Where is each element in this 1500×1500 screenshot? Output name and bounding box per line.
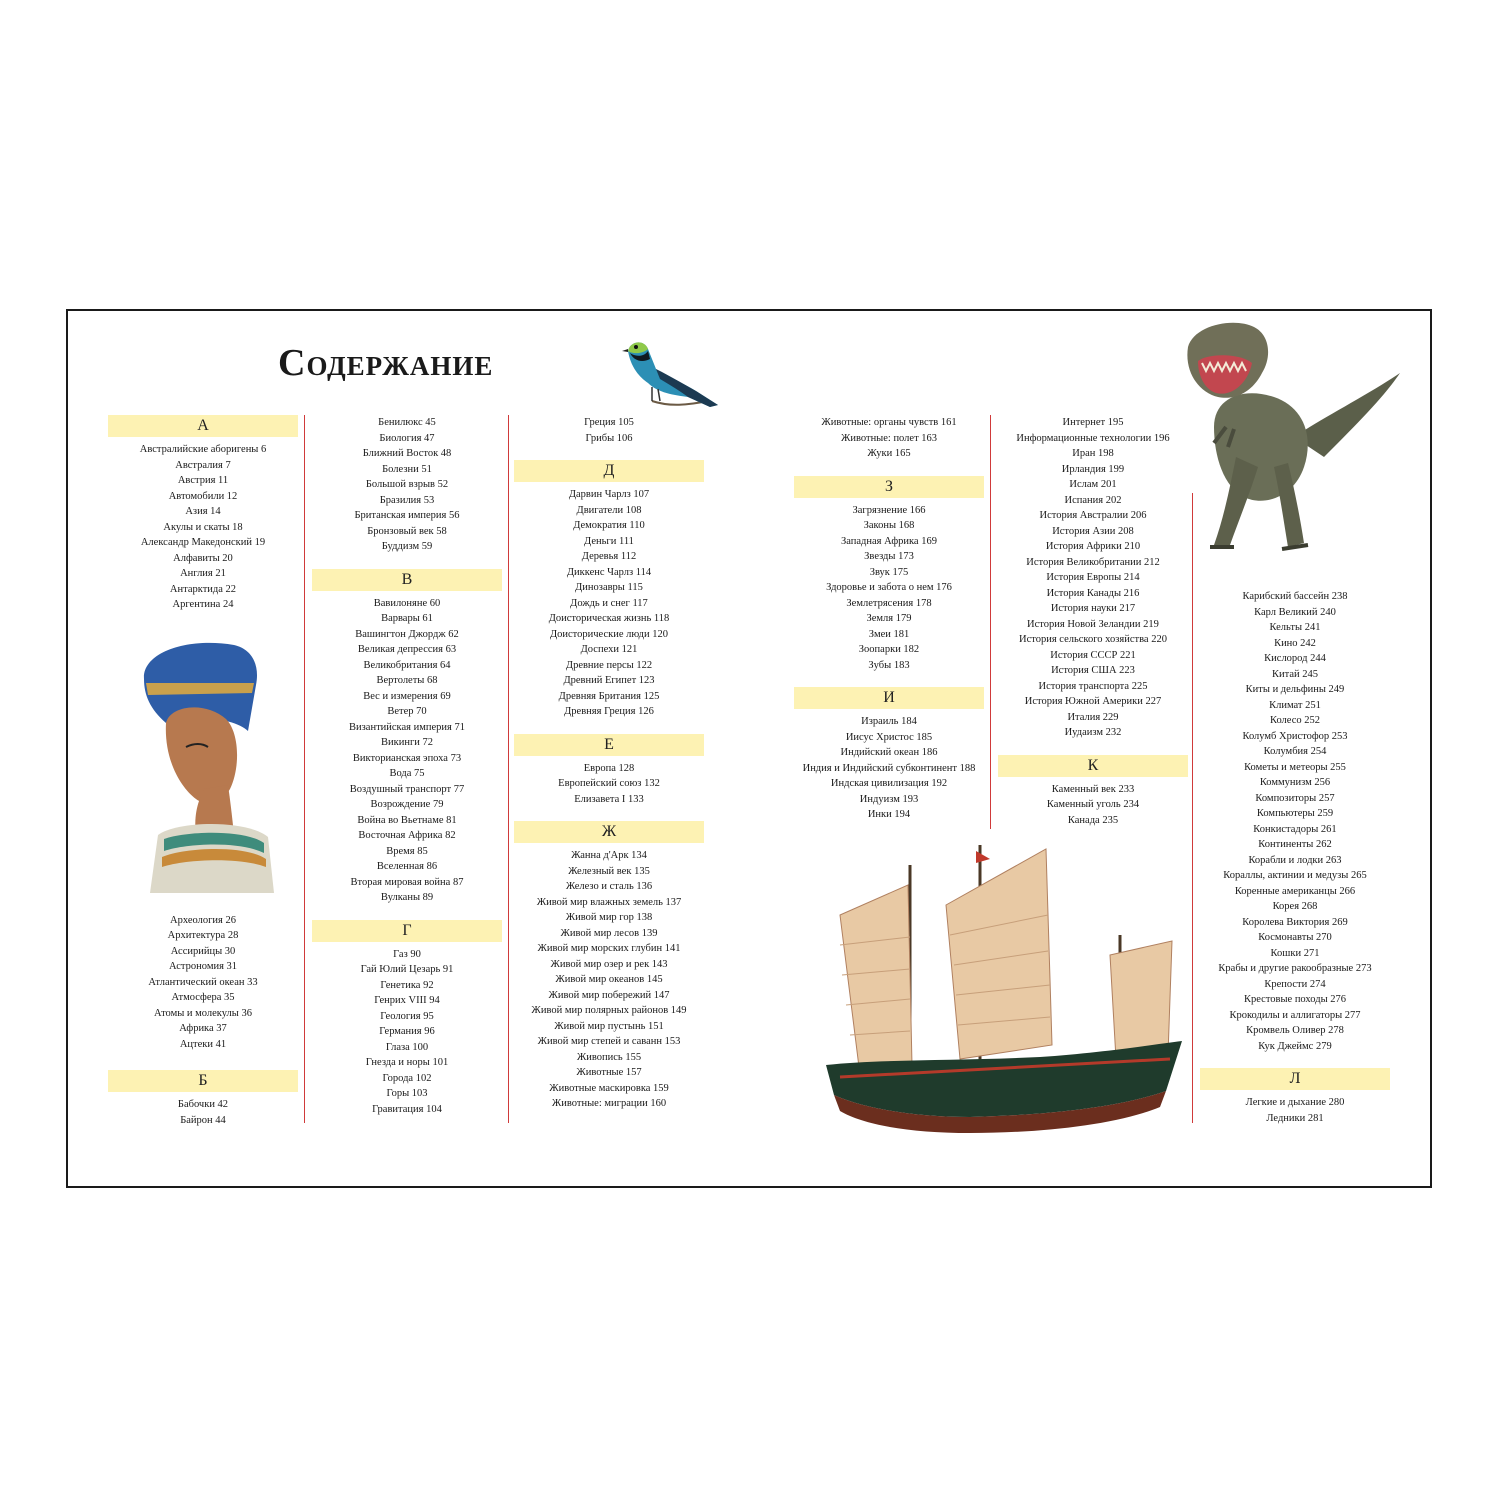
index-entry: Корабли и лодки 263 (1248, 854, 1342, 866)
index-entry: Жуки 165 (867, 448, 911, 459)
index-entry: Живой мир лесов 139 (560, 927, 658, 939)
index-entry: Алфавиты 20 (173, 552, 233, 564)
index-entry: Британская империя 56 (354, 510, 460, 521)
index-entry: Города 102 (382, 1072, 432, 1084)
index-entry: Колумбия 254 (1263, 746, 1327, 757)
index-entry: Гнезда и норы 101 (365, 1057, 449, 1068)
index-entry: Кук Джеймс 279 (1258, 1040, 1332, 1052)
index-entry: Африка 37 (179, 1023, 227, 1034)
index-entry: Атомы и молекулы 36 (154, 1007, 252, 1019)
index-entry: Карл Великий 240 (1254, 606, 1336, 618)
index-entry: Астрономия 31 (168, 961, 238, 972)
index-section (108, 415, 298, 613)
index-entry: История Африки 210 (1045, 541, 1141, 552)
index-entry: Гравитация 104 (372, 1103, 442, 1115)
index-entry: Живой мир океанов 145 (555, 974, 663, 985)
index-entry: Космонавты 270 (1258, 932, 1332, 943)
letter-header: З (794, 476, 984, 498)
index-entry: Древняя Британия 125 (558, 690, 660, 702)
index-entry: Живой мир пустынь 151 (554, 1020, 664, 1032)
index-entry: Жанна д'Арк 134 (571, 850, 647, 861)
index-entry: Вселенная 86 (376, 861, 438, 872)
index-entry: Австралия 7 (175, 459, 231, 471)
index-entry: Вулканы 89 (380, 892, 434, 903)
index-entry: Композиторы 257 (1255, 792, 1335, 804)
index-entry: Легкие и дыхание 280 (1245, 1097, 1345, 1108)
index-section (998, 755, 1188, 829)
index-entry: Генетика 92 (380, 979, 434, 991)
index-entry: Земля 179 (866, 613, 912, 624)
index-entry: Италия 229 (1067, 711, 1119, 723)
index-entry: Война во Вьетнаме 81 (357, 814, 457, 826)
index-entry: Ислам 201 (1069, 479, 1117, 490)
index-entry: Климат 251 (1269, 699, 1321, 711)
index-section (1200, 1068, 1390, 1126)
index-entry: Индия и Индийский субконтинент 188 (802, 762, 976, 774)
index-entry: Дождь и снег 117 (570, 597, 648, 609)
index-entry: Большой взрыв 52 (365, 479, 449, 490)
index-entry: Генрих VIII 94 (374, 995, 440, 1006)
index-entry: Кино 242 (1274, 637, 1316, 649)
index-entry: Звезды 173 (864, 551, 914, 562)
index-entry: Индская цивилизация 192 (830, 778, 948, 789)
index-entry: Автомобили 12 (168, 490, 238, 502)
index-entry: Живой мир гор 138 (565, 912, 653, 923)
index-section (794, 415, 984, 462)
index-entry: История науки 217 (1050, 603, 1136, 614)
letter-header: Г (312, 920, 502, 942)
index-section (312, 920, 502, 1118)
index-entry: Индийский океан 186 (840, 747, 938, 758)
index-entry: Австрия 11 (177, 475, 229, 486)
index-entry: Законы 168 (863, 520, 915, 531)
column-divider (508, 415, 509, 1123)
letter-header: В (312, 569, 502, 591)
index-section (514, 460, 704, 720)
index-entry: Германия 96 (379, 1026, 435, 1037)
index-entry: Байрон 44 (180, 1114, 226, 1126)
index-entry: Здоровье и забота о нем 176 (826, 582, 952, 593)
index-entry: Бабочки 42 (177, 1099, 229, 1110)
index-entry: Канада 235 (1067, 814, 1119, 826)
letter-header: Д (514, 460, 704, 482)
index-entry: Колумб Христофор 253 (1242, 730, 1348, 742)
index-entry: История Австралии 206 (1039, 510, 1147, 521)
index-entry: Викинги 72 (380, 737, 433, 748)
index-column (514, 415, 704, 1112)
index-entry: Ацтеки 41 (179, 1038, 227, 1050)
index-entry: Акулы и скаты 18 (163, 521, 243, 533)
index-entry: Вертолеты 68 (376, 675, 438, 686)
index-entry: Корея 268 (1272, 901, 1318, 912)
index-entry: Доисторические люди 120 (549, 628, 669, 640)
index-entry: Живой мир побережий 147 (548, 989, 670, 1001)
index-entry: Воздушный транспорт 77 (349, 783, 465, 795)
index-column (794, 415, 984, 823)
t-rex-dinosaur-illustration (1174, 317, 1404, 557)
index-entry: Интернет 195 (1062, 417, 1124, 428)
index-entry: Австралийские аборигены 6 (139, 444, 267, 455)
index-entry: Загрязнение 166 (852, 504, 926, 516)
index-entry: Деревья 112 (581, 551, 637, 562)
index-entry: Западная Африка 169 (841, 535, 937, 547)
column-divider (1192, 493, 1193, 1123)
index-entry: Архитектура 28 (167, 930, 239, 941)
index-entry: Европа 128 (583, 762, 635, 774)
index-entry: Животные 157 (576, 1067, 642, 1078)
index-entry: Атмосфера 35 (171, 992, 235, 1003)
index-entry: Живой мир озер и рек 143 (550, 958, 668, 970)
index-entry: Израиль 184 (861, 716, 917, 727)
index-entry: Иисус Христос 185 (845, 731, 933, 743)
index-entry: Киты и дельфины 249 (1245, 684, 1345, 695)
index-entry: Иран 198 (1072, 448, 1114, 459)
index-entry: Древние персы 122 (565, 659, 653, 671)
index-entry: Индуизм 193 (859, 793, 919, 805)
index-entry: Каменный век 233 (1051, 783, 1135, 795)
letter-header: Л (1200, 1068, 1390, 1090)
index-entry: Биология 47 (379, 432, 435, 444)
index-entry: Животные: органы чувств 161 (821, 417, 957, 428)
index-entry: Континенты 262 (1258, 839, 1332, 850)
index-entry: Древний Египет 123 (563, 675, 655, 686)
index-entry: Болезни 51 (382, 463, 432, 475)
index-entry: Коммунизм 256 (1259, 777, 1331, 788)
index-entry: Азия 14 (185, 506, 221, 517)
index-entry: Антарктида 22 (169, 583, 237, 595)
index-entry: Аргентина 24 (172, 599, 234, 610)
index-entry: Великая депрессия 63 (357, 644, 457, 655)
index-entry: Животные: миграции 160 (551, 1098, 667, 1109)
column-divider (990, 415, 991, 829)
index-entry: Живой мир морских глубин 141 (537, 943, 681, 954)
index-entry: Китай 245 (1272, 668, 1318, 680)
index-entry: Крепости 274 (1264, 978, 1326, 990)
index-entry: Греция 105 (584, 417, 634, 428)
index-entry: Бразилия 53 (379, 494, 435, 506)
index-section (794, 476, 984, 674)
letter-header: Ж (514, 821, 704, 843)
index-entry: Ледники 281 (1266, 1112, 1324, 1124)
index-entry: Испания 202 (1064, 494, 1122, 506)
index-entry: Ближний Восток 48 (362, 448, 452, 459)
index-entry: Животные маскировка 159 (549, 1082, 669, 1094)
letter-header: Е (514, 734, 704, 756)
index-entry: Живопись 155 (576, 1051, 642, 1063)
index-entry: Возрождение 79 (370, 799, 444, 810)
index-entry: История Европы 214 (1046, 572, 1140, 583)
index-entry: Древняя Греция 126 (564, 706, 654, 717)
index-entry: Буддизм 59 (381, 541, 433, 552)
index-entry: Кельты 241 (1269, 622, 1321, 633)
index-entry: История транспорта 225 (1038, 680, 1148, 692)
index-entry: Гай Юлий Цезарь 91 (360, 964, 454, 975)
index-entry: Кометы и метеоры 255 (1244, 761, 1346, 773)
index-entry: Александр Македонский 19 (140, 537, 266, 548)
index-entry: Горы 103 (386, 1088, 428, 1099)
index-entry: Газ 90 (393, 948, 421, 960)
index-entry: Инки 194 (867, 809, 911, 820)
index-entry: Колесо 252 (1269, 715, 1321, 726)
index-entry: История Великобритании 212 (1026, 556, 1160, 568)
index-entry: Двигатели 108 (576, 504, 642, 516)
contents-spread (66, 309, 1432, 1188)
index-section (312, 415, 502, 555)
index-entry: Вторая мировая война 87 (350, 876, 464, 888)
index-entry: Бенилюкс 45 (378, 417, 436, 428)
index-entry: Крестовые походы 276 (1243, 994, 1346, 1005)
index-entry: Грибы 106 (585, 432, 633, 444)
index-entry: История США 223 (1051, 665, 1135, 676)
index-entry: Доисторическая жизнь 118 (548, 613, 670, 624)
chinese-junk-ship-illustration (820, 845, 1188, 1135)
index-section (312, 569, 502, 906)
index-entry: Елизавета I 133 (574, 793, 644, 805)
index-entry: Железо и сталь 136 (565, 881, 653, 892)
index-entry: Королева Виктория 269 (1242, 916, 1348, 928)
index-entry: История Канады 216 (1046, 587, 1140, 599)
index-entry: Землетрясения 178 (846, 597, 932, 609)
index-section (514, 821, 704, 1112)
tanager-bird-illustration (622, 335, 722, 411)
index-entry: Археология 26 (170, 914, 236, 926)
column-divider (304, 415, 305, 1123)
index-entry: Коренные американцы 266 (1234, 885, 1356, 897)
index-entry: Европейский союз 132 (558, 778, 660, 789)
index-entry: Живой мир полярных районов 149 (531, 1005, 687, 1016)
index-entry: Компьютеры 259 (1256, 808, 1334, 819)
index-entry: Кислород 244 (1264, 653, 1326, 664)
index-entry: Диккенс Чарлз 114 (566, 566, 652, 578)
letter-header: Б (108, 1070, 298, 1092)
index-entry: История сельского хозяйства 220 (1019, 634, 1167, 645)
index-entry: Информационные технологии 196 (1016, 432, 1170, 444)
index-entry: Вавилоняне 60 (373, 597, 441, 609)
index-entry: Карибский бассейн 238 (1242, 591, 1348, 602)
index-entry: Животные: полет 163 (840, 432, 938, 444)
index-entry: Византийская империя 71 (349, 721, 465, 733)
index-entry: Ветер 70 (387, 706, 427, 717)
index-entry: Зоопарки 182 (858, 644, 920, 655)
index-entry: Викторианская эпоха 73 (352, 752, 462, 764)
index-entry: Вес и измерения 69 (363, 690, 451, 702)
index-entry: Великобритания 64 (363, 659, 451, 671)
index-entry: Каменный уголь 234 (1046, 799, 1140, 810)
index-section (1200, 589, 1390, 1054)
index-entry: Крокодилы и аллигаторы 277 (1229, 1009, 1361, 1021)
index-entry: Восточная Африка 82 (358, 830, 456, 841)
index-entry: Ассирийцы 30 (170, 945, 236, 957)
index-section (514, 415, 704, 446)
index-entry: Демократия 110 (573, 520, 645, 531)
index-entry: История Южной Америки 227 (1024, 696, 1162, 707)
index-entry: Зубы 183 (868, 659, 910, 671)
index-column (998, 415, 1188, 828)
index-entry: Кромвель Оливер 278 (1246, 1025, 1344, 1036)
letter-header: К (998, 755, 1188, 777)
page-title: Содержание (278, 342, 494, 384)
index-section (514, 734, 704, 808)
index-entry: История Новой Зеландии 219 (1027, 618, 1159, 630)
index-column (312, 415, 502, 1117)
index-section (794, 687, 984, 823)
index-entry: Звук 175 (869, 566, 909, 578)
index-entry: Крабы и другие ракообразные 273 (1218, 963, 1372, 974)
index-section (108, 913, 298, 1053)
index-entry: Кораллы, актинии и медузы 265 (1223, 870, 1367, 881)
index-entry: Живой мир влажных земель 137 (536, 896, 682, 908)
index-entry: Атлантический океан 33 (148, 976, 258, 988)
letter-header: А (108, 415, 298, 437)
index-entry: Геология 95 (380, 1010, 434, 1022)
index-entry: Конкистадоры 261 (1253, 823, 1337, 835)
index-entry: Живой мир степей и саванн 153 (537, 1036, 681, 1047)
index-entry: Дарвин Чарлз 107 (568, 489, 650, 500)
index-column (1200, 589, 1390, 1126)
index-entry: Время 85 (386, 845, 428, 857)
index-entry: Иудаизм 232 (1064, 727, 1122, 738)
index-entry: Бронзовый век 58 (367, 525, 447, 537)
index-entry: Динозавры 115 (575, 582, 643, 593)
index-entry: Глаза 100 (385, 1041, 429, 1053)
index-entry: История Азии 208 (1052, 525, 1134, 537)
index-entry: Кошки 271 (1270, 947, 1320, 959)
index-section (108, 1070, 298, 1128)
index-entry: Вода 75 (389, 768, 425, 779)
letter-header: И (794, 687, 984, 709)
index-entry: Доспехи 121 (580, 644, 638, 655)
index-entry: Деньги 111 (584, 535, 634, 547)
index-entry: Ирландия 199 (1061, 463, 1125, 475)
index-entry: Варвары 61 (381, 613, 433, 624)
index-entry: Англия 21 (180, 568, 226, 579)
index-entry: История СССР 221 (1050, 649, 1136, 661)
index-entry: Железный век 135 (568, 865, 650, 877)
index-entry: Змеи 181 (868, 628, 910, 640)
index-section (998, 415, 1188, 741)
index-entry: Вашингтон Джордж 62 (355, 628, 459, 640)
index-column (108, 415, 298, 1128)
